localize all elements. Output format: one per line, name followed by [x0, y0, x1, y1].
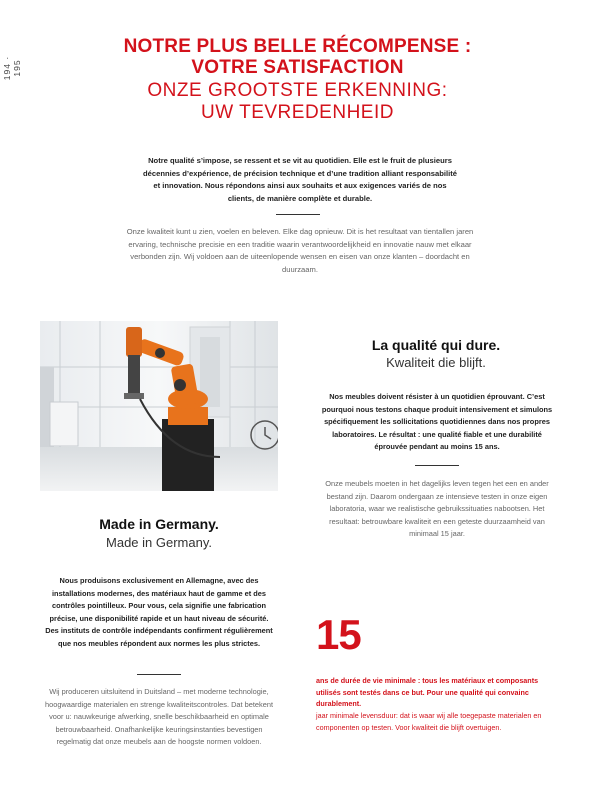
page-number: 194 · 195: [2, 55, 22, 81]
quality-subtitle: Kwaliteit die blijft.: [386, 355, 486, 370]
heading-fr-line1: NOTRE PLUS BELLE RÉCOMPENSE :: [123, 36, 472, 57]
robot-lab-illustration: [40, 307, 278, 491]
heading-nl-line2: UW TEVREDENHEID: [201, 102, 394, 123]
intro-divider: [276, 214, 320, 215]
stat-fr-text: ans de durée de vie minimale : tous les matériaux et composants utilisés sont testés dans ce but. Pour une qualité qui convainc durablement.: [316, 676, 539, 708]
stat-number: 15: [316, 611, 361, 658]
heading-nl-line1: ONZE GROOTSTE ERKENNING:: [147, 80, 448, 101]
made-divider: [137, 674, 181, 675]
quality-fr-text: Nos meubles doivent résister à un quotidien éprouvant. C’est pourquoi nous testons chaque produit intensivement et simulons spécifiquement les sollicitations quotidiennes dans nos propres laboratoires. Le résultat : une qualité fiable et une durabilité éprouvée pendant au moins 15 ans.: [321, 392, 553, 451]
intro-fr: Notre qualité s’impose, se ressent et se vit au quotidien. Elle est le fruit de plusieurs décennies d’expérience, de précision technique et d’une tradition alliant responsabilité et innovation. Nous répondons ainsi aux souhaits et aux exigences variés de nos clients, de manière complète et durable.: [143, 156, 457, 203]
made-fr-text: Nous produisons exclusivement en Allemagne, avec des installations modernes, des matériaux haut de gamme et des contrôles pointilleux. Pour vous, cela signifie une fabrication précise, une disponibilité rapide et un haut niveau de sécurité. Des instituts de contrôle indépendants confirment régulièrement que nos meubles répondent aux normes les plus strictes.: [45, 576, 273, 648]
made-title: Made in Germany.: [99, 516, 219, 532]
intro-nl: Onze kwaliteit kunt u zien, voelen en beleven. Elke dag opnieuw. Dit is het resultaat van tientallen jaren ervaring, technische precisie en een traditie waarin verantwoordelijkheid en innovatie nauw met elkaar verbonden zijn. Wij voldoen aan de uiteenlopende wensen en eisen van onze klanten – doordacht en duurzaam.: [126, 227, 474, 274]
robot-lab-photo: [40, 307, 278, 491]
heading-nl: [0, 80, 595, 124]
quality-divider: [415, 465, 459, 466]
quality-nl-text: Onze meubels moeten in het dagelijks leven tegen het een en ander bestand zijn. Daarom ondergaan ze intensieve testen in onze eigen laboratoria, waar we realistische gebruikssituaties nabootsen. Het resultaat: betrouwbare kwaliteit en een geteste duurzaamheid van minimaal 15 jaar.: [325, 479, 549, 538]
heading-fr: [0, 36, 595, 78]
quality-title: La qualité qui dure.: [371, 337, 501, 353]
stat-nl-text: jaar minimale levensduur: dat is waar wij alle toegepaste materialen en componenten op testen. Voor kwaliteit die blijft overtuigen.: [316, 711, 542, 732]
made-subtitle: Made in Germany.: [106, 535, 212, 550]
made-nl-text: Wij produceren uitsluitend in Duitsland – met moderne technologie, hoogwaardige materialen en strenge kwaliteitscontroles. Dat betekent voor u: nauwkeurige afwerking, snelle beschikbaarheid en optimale betrouwbaarheid. Onafhankelijke keuringsinstanties bevestigen regelmatig dat onze meubels aan de hoogste normen voldoen.: [44, 687, 273, 746]
heading-fr-line2: VOTRE SATISFACTION: [191, 57, 404, 78]
